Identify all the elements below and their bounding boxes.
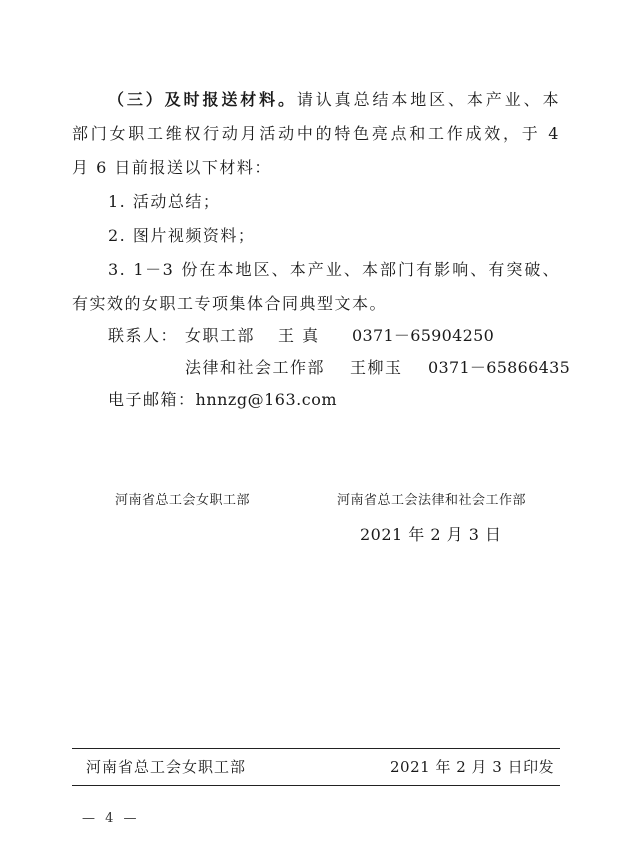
section-heading: （三）及时报送材料。 <box>108 90 297 109</box>
contact-label: 联系人： <box>108 326 179 345</box>
list-item-2: 2. 图片视频资料； <box>108 226 256 245</box>
signature-org-2: 河南省总工会法律和社会工作部 <box>337 493 527 508</box>
para-text: 请认真总结本地区、本产业、本 <box>296 90 560 109</box>
contact-2-name: 王柳玉 <box>350 358 403 377</box>
email-line <box>108 389 337 411</box>
list-item-1: 1. 活动总结； <box>108 192 221 211</box>
footer-issued-date: 2021 年 2 月 3 日印发 <box>390 758 555 776</box>
email-address: hnnzg@163.com <box>195 390 337 409</box>
signature-org-1: 河南省总工会女职工部 <box>115 493 251 508</box>
list-item-3-continued: 有实效的女职工专项集体合同典型文本。 <box>72 294 388 313</box>
footer-bottom-rule <box>72 785 560 786</box>
contact-1-phone: 0371－65904250 <box>352 326 495 345</box>
signature-date: 2021 年 2 月 3 日 <box>360 525 502 544</box>
contact-2-dept: 法律和社会工作部 <box>185 358 326 377</box>
para-line-3: 月 6 日前报送以下材料： <box>72 158 272 177</box>
para-line-2: 部门女职工维权行动月活动中的特色亮点和工作成效，于 4 <box>72 124 560 143</box>
contact-1-name: 王 真 <box>278 326 320 345</box>
footer-top-rule <box>72 748 560 749</box>
contact-1-dept: 女职工部 <box>185 326 256 345</box>
list-item-3: 3. 1－3 份在本地区、本产业、本部门有影响、有突破、 <box>108 260 560 279</box>
email-label: 电子邮箱： <box>108 390 196 409</box>
para-line-1 <box>108 89 560 111</box>
footer-issuer: 河南省总工会女职工部 <box>86 758 247 776</box>
contact-2-phone: 0371－65866435 <box>428 358 571 377</box>
page-number: — 4 — <box>82 811 140 826</box>
